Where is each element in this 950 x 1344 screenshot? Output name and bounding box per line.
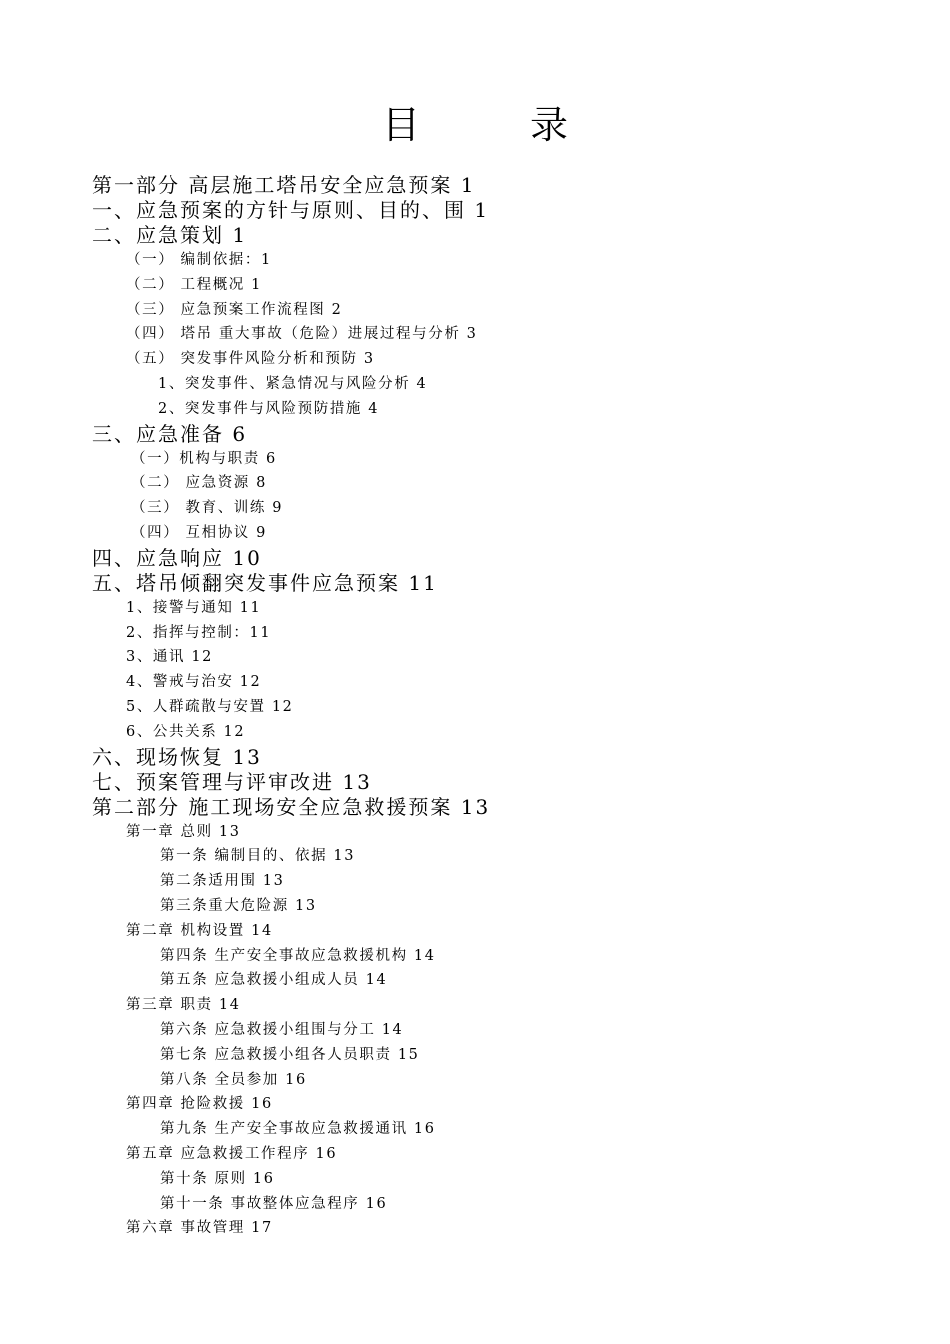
toc-article[interactable]: 第十一条 事故整体应急程序 16 xyxy=(160,1195,388,1212)
table-of-contents xyxy=(0,173,950,1241)
toc-chapter[interactable]: 第三章 职责 14 xyxy=(126,997,241,1014)
toc-chapter[interactable]: 第一章 总则 13 xyxy=(126,823,241,840)
toc-subsection[interactable]: 6、公共关系 12 xyxy=(126,723,246,740)
toc-item[interactable]: 2、突发事件与风险预防措施 4 xyxy=(158,400,380,417)
toc-article[interactable]: 第七条 应急救援小组各人员职责 15 xyxy=(160,1046,420,1063)
toc-subsection[interactable]: （一） 编制依据：1 xyxy=(126,252,272,268)
toc-article[interactable]: 第二条适用围 13 xyxy=(160,873,285,890)
toc-article[interactable]: 第一条 编制目的、依据 13 xyxy=(160,848,356,865)
toc-subsection[interactable]: （三） 应急预案工作流程图 2 xyxy=(126,301,343,318)
toc-chapter[interactable]: 第五章 应急救援工作程序 16 xyxy=(126,1145,338,1162)
toc-subsection[interactable]: 2、指挥与控制：11 xyxy=(126,624,272,641)
toc-section[interactable]: 七、预案管理与评审改进 13 xyxy=(92,769,372,794)
toc-subsection[interactable]: 5、人群疏散与安置 12 xyxy=(126,698,294,715)
toc-subsection[interactable]: （三） 教育、训练 9 xyxy=(131,500,284,517)
toc-chapter[interactable]: 第四章 抢险救援 16 xyxy=(126,1096,273,1113)
toc-subsection[interactable]: （一）机构与职责 6 xyxy=(131,450,277,467)
toc-subsection[interactable]: 4、警戒与治安 12 xyxy=(126,674,262,691)
toc-subsection[interactable]: （二） 工程概况 1 xyxy=(126,276,262,293)
page-title: 目录 xyxy=(381,103,678,147)
toc-section[interactable]: 一、应急预案的方针与原则、目的、围 1 xyxy=(92,198,490,222)
toc-section[interactable]: 二、应急策划 1 xyxy=(92,223,248,247)
toc-part[interactable]: 第二部分 施工现场安全应急救援预案 13 xyxy=(92,794,491,819)
toc-article[interactable]: 第三条重大危险源 13 xyxy=(160,897,317,914)
toc-article[interactable]: 第八条 全员参加 16 xyxy=(160,1071,307,1088)
toc-item[interactable]: 1、突发事件、紧急情况与风险分析 4 xyxy=(158,375,428,392)
toc-part[interactable]: 第一部分 高层施工塔吊安全应急预案 1 xyxy=(92,173,476,197)
toc-section[interactable]: 四、应急响应 10 xyxy=(92,545,262,570)
toc-article[interactable]: 第四条 生产安全事故应急救援机构 14 xyxy=(160,947,436,964)
toc-section[interactable]: 三、应急准备 6 xyxy=(92,421,248,446)
toc-subsection[interactable]: （四） 互相协议 9 xyxy=(131,524,267,541)
toc-article[interactable]: 第五条 应急救援小组成人员 14 xyxy=(160,972,388,989)
toc-subsection[interactable]: （四） 塔吊 重大事故（危险）进展过程与分析 3 xyxy=(126,326,478,343)
toc-chapter[interactable]: 第二章 机构设置 14 xyxy=(126,922,273,939)
toc-article[interactable]: 第九条 生产安全事故应急救援通讯 16 xyxy=(160,1121,436,1138)
toc-section[interactable]: 六、现场恢复 13 xyxy=(92,744,262,769)
toc-subsection[interactable]: （五） 突发事件风险分析和预防 3 xyxy=(126,351,375,368)
toc-subsection[interactable]: 3、通讯 12 xyxy=(126,649,213,666)
toc-subsection[interactable]: （二） 应急资源 8 xyxy=(131,475,267,492)
toc-article[interactable]: 第六条 应急救援小组围与分工 14 xyxy=(160,1021,404,1038)
toc-section[interactable]: 五、塔吊倾翻突发事件应急预案 11 xyxy=(92,570,438,595)
toc-article[interactable]: 第十条 原则 16 xyxy=(160,1170,275,1187)
toc-chapter[interactable]: 第六章 事故管理 17 xyxy=(126,1220,273,1237)
toc-subsection[interactable]: 1、接警与通知 11 xyxy=(126,599,262,616)
